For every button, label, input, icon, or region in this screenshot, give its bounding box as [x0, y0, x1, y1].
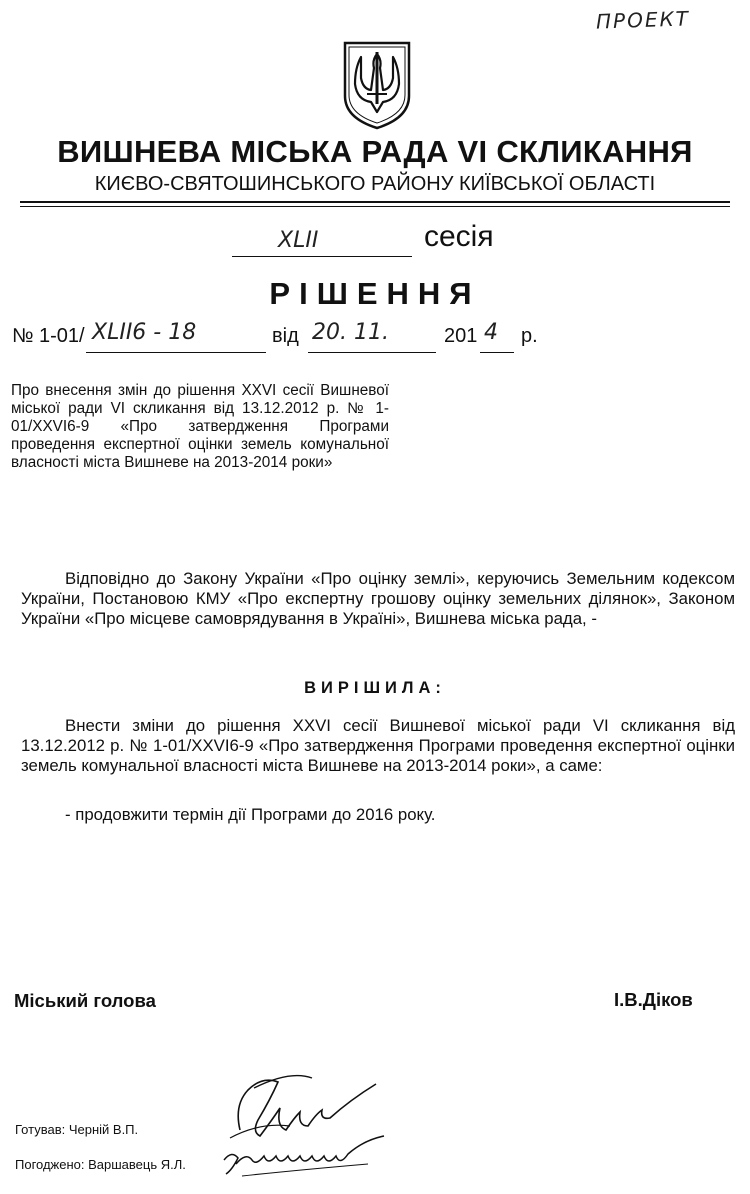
district-name: КИЄВО-СВЯТОШИНСЬКОГО РАЙОНУ КИЇВСЬКОЇ ОБЛАСТІ: [94, 173, 656, 195]
session-label: сесія: [424, 220, 494, 253]
resolution-paragraph: Внести зміни до рішення XXVI сесії Вишневої міської ради VI скликання від 13.12.2012 р. № 1-01/XXVI6-9 «Про затвердження Програми проведення експертної оцінки земель комунальної власності міста Вишневе на 2013-2014 роки», а саме:: [21, 716, 735, 775]
document-title: РІШЕННЯ: [269, 276, 481, 311]
year-prefix: 201: [444, 325, 478, 347]
decided-heading: ВИРІШИЛА:: [304, 679, 446, 697]
decision-subject: Про внесення змін до рішення XXVI сесії Вишневої міської ради VI скликання від 13.12.2012 р. № 1-01/XXVI6-9 «Про затвердження Програми проведення експертної оцінки земель комунальної власності міста Вишневе на 2013-2014 роки»: [11, 382, 389, 471]
year-handwritten: 4: [484, 320, 498, 345]
mayor-name: І.В.Діков: [614, 989, 693, 1010]
preamble-paragraph: Відповідно до Закону України «Про оцінку землі», керуючись Земельним кодексом України, Постановою КМУ «Про експертну грошову оцінку земельних ділянок», Законом України «Про місцеве самоврядування в Україні», Вишнева міська рада, -: [21, 569, 735, 628]
year-suffix: р.: [521, 325, 538, 347]
mayor-title: Міський голова: [14, 990, 156, 1011]
draft-stamp: ПРОЕКТ: [595, 6, 691, 34]
agreed-by: Погоджено: Варшавець Я.Л.: [15, 1157, 186, 1172]
coat-of-arms-icon: [341, 40, 413, 130]
year-field: [480, 320, 514, 353]
decision-number-handwritten: XLII6 - 18: [92, 320, 197, 345]
decision-number-field: [86, 320, 266, 353]
council-name: ВИШНЕВА МІСЬКА РАДА VI СКЛИКАННЯ: [57, 134, 693, 169]
header-rule: [20, 201, 730, 203]
session-number-field: [232, 226, 412, 257]
header-rule-thin: [20, 206, 730, 207]
decision-number-prefix: № 1-01/: [12, 325, 85, 347]
resolution-item: - продовжити термін дії Програми до 2016 року.: [65, 805, 436, 824]
date-field: [308, 320, 436, 353]
handwritten-signature-agreed: [218, 1130, 388, 1180]
date-handwritten: 20. 11.: [312, 320, 389, 345]
prepared-by: Готував: Черній В.П.: [15, 1122, 139, 1137]
session-number-handwritten: XLII: [278, 228, 319, 253]
date-label: від: [272, 325, 299, 347]
